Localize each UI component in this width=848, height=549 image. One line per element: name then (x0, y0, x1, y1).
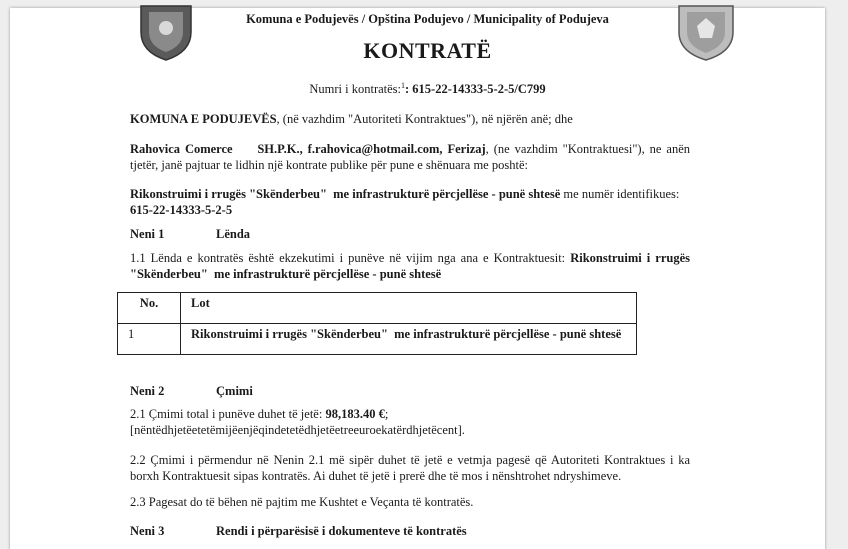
neni-1-text (130, 250, 694, 282)
neni-1-heading (130, 227, 250, 242)
contract-number (10, 81, 825, 97)
neni-2-number: Neni 2 (130, 384, 165, 398)
contract-number-label: Numri i kontratës: (309, 82, 402, 97)
authority-paragraph (130, 111, 690, 127)
neni-3-heading (130, 524, 467, 539)
neni-2-3: 2.3 Pagesat do të bëhen në pajtim me Kushtet e Veçanta të kontratës. (130, 495, 474, 509)
neni-2-heading (130, 384, 253, 399)
neni-1-bold: Rikonstruimi i rrugës "Skënderbeu" me infrastrukturë përcjellëse - punë shtesë (130, 251, 694, 281)
neni-3-number: Neni 3 (130, 524, 165, 538)
neni-2-title: Çmimi (216, 384, 253, 398)
authority-name: KOMUNA E PODUJEVËS (130, 112, 277, 126)
footnote-marker: 1 (401, 81, 406, 90)
contractor-paragraph (130, 141, 690, 173)
table-cell-lot: Rikonstruimi i rrugës "Skënderbeu" me infrastrukturë përcjellëse - punë shtesë (181, 324, 637, 355)
document-page (10, 8, 825, 549)
project-id-label: me numër identifikues: (560, 187, 680, 201)
document-title: KONTRATË (363, 38, 492, 63)
authority-description: , (në vazhdim "Autoriteti Kontraktues"), në njërën anë; dhe (276, 112, 573, 126)
neni-2-1 (130, 406, 690, 438)
neni-2-2: 2.2 Çmimi i përmendur në Nenin 2.1 më sipër duhet të jetë e vetmja pagesë që Autoriteti Kontraktues i ka borxh Kontraktuesit sipas kontratës. Ai duhet të jetë i prerë dhe të mos i nënshtrohet ndryshimeve. (130, 453, 690, 483)
project-id: 615-22-14333-5-2-5 (130, 203, 233, 217)
price-semicolon: ; (384, 407, 389, 421)
neni-3-title: Rendi i përparësisë i dokumenteve të kontratës (216, 524, 467, 538)
contractor-description: , (ne vazhdim "Kontraktuesi"), ne anën tjetër, janë pajtuar te lidhin një kontrate publike për pune e shënuara me poshtë: (130, 142, 690, 172)
price-value: 98,183.40 € (325, 407, 385, 421)
neni-1-plain: 1.1 Lënda e kontratës është ekzekutimi i punëve në vijim nga ana e Kontraktuesit: (130, 251, 571, 265)
table-header-lot: Lot (181, 293, 637, 324)
contractor-name: Rahovica Comerce SH.P.K., f.rahovica@hotmail.com, Ferizaj (130, 142, 486, 156)
neni-1-number: Neni 1 (130, 227, 165, 241)
table-cell-no: 1 (118, 324, 181, 355)
project-paragraph (130, 186, 690, 218)
municipality-header: Komuna e Podujevës / Opština Podujevo / Municipality of Podujeva (246, 12, 609, 26)
contract-number-value: : 615-22-14333-5-2-5/C799 (405, 82, 546, 97)
lot-table (117, 292, 637, 355)
neni-1-title: Lënda (216, 227, 251, 241)
table-header-row (118, 293, 637, 324)
table-header-no: No. (118, 293, 181, 324)
project-name: Rikonstruimi i rrugës "Skënderbeu" me infrastrukturë përcjellëse - punë shtesë (130, 187, 561, 201)
price-in-words: [nëntëdhjetëetetëmijëenjëqindetetëdhjetëetreeuroekatërdhjetëcent]. (130, 423, 465, 437)
table-row (118, 324, 637, 355)
price-label: 2.1 Çmimi total i punëve duhet të jetë: (130, 407, 326, 421)
